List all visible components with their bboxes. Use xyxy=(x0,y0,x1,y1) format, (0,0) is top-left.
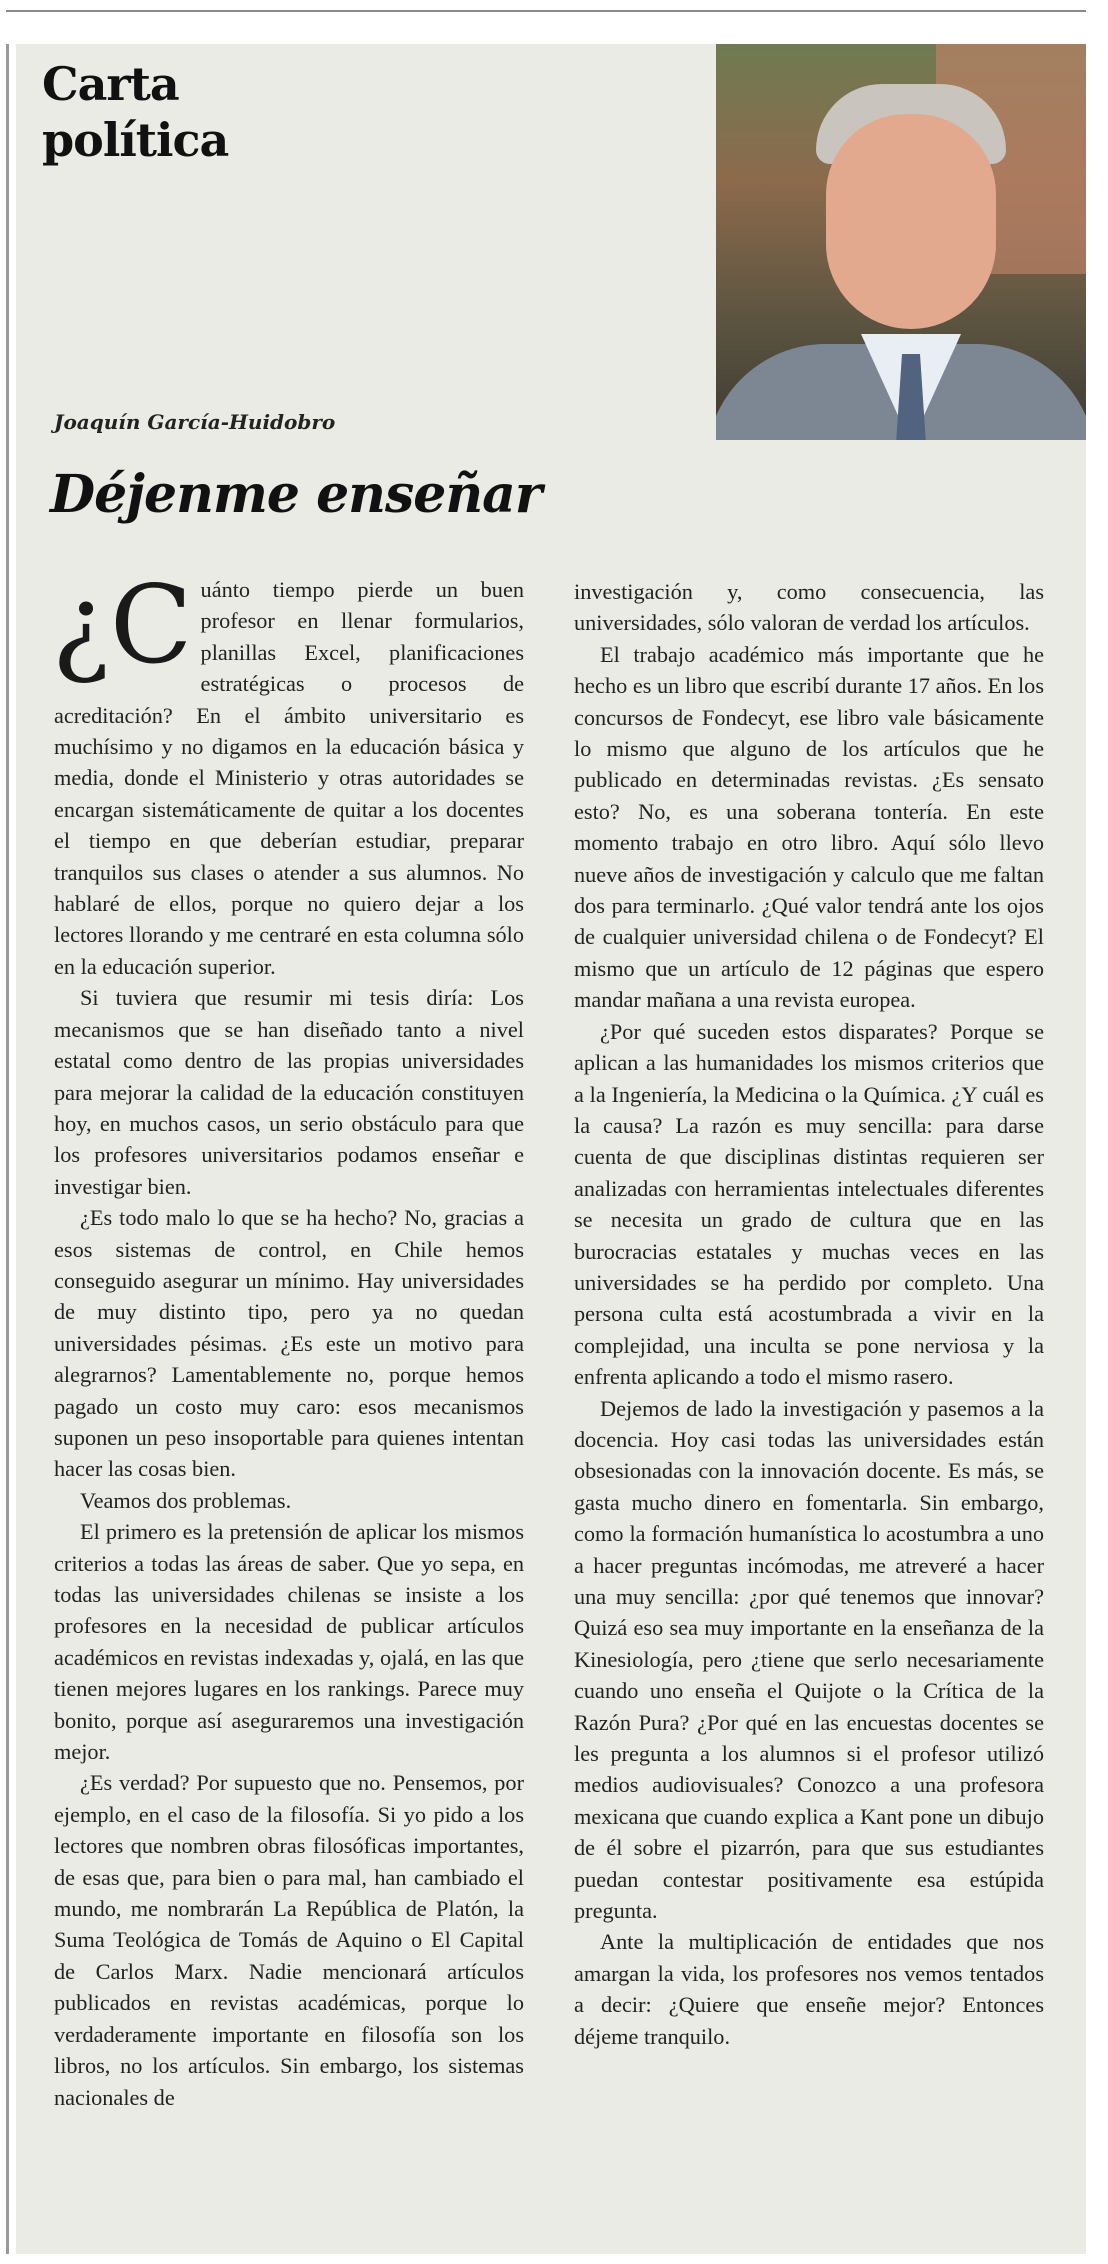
author-byline: Joaquín García-Huidobro xyxy=(54,410,336,434)
article-column-left xyxy=(52,563,524,2113)
author-photo xyxy=(716,44,1086,440)
left-rule xyxy=(6,44,9,2254)
paragraph: Si tuviera que resumir mi tesis diría: Los mecanismos que se han diseñado tanto a nivel estatal como dentro de las propias universidades para mejorar la calidad de la educación constituyen hoy, en muchos casos, un serio obstáculo para que los profesores universitarios podamos enseñar e investigar bien. xyxy=(54,985,524,1199)
section-title-line2: política xyxy=(42,113,229,167)
top-rule xyxy=(6,10,1086,12)
paragraph: Dejemos de lado la investigación y pasemos a la docencia. Hoy casi todas las universidades están obsesionadas con la innovación docente. Es más, se gasta mucho dinero en fomentarla. Sin embargo, como la formación humanística lo acostumbra a uno a hacer preguntas incómodas, me atreveré a hacer una muy sencilla: ¿por qué tenemos que innovar? Quizá eso sea muy importante en la enseñanza de la Kinesiología, pero ¿tiene que serlo necesariamente cuando uno enseña el Quijote o la Crítica de la Razón Pura? ¿Por qué en las encuestas docentes se les pregunta a los alumnos si el profesor utilizó medios audiovisuales? Conozco a una profesora mexicana que cuando explica a Kant pone un dibujo de él sobre el pizarrón, para que sus estudiantes puedan contestar positivamente esa estúpida pregunta. xyxy=(574,1395,1044,1924)
section-title xyxy=(42,56,228,168)
paragraph: Ante la multiplicación de entidades que nos amargan la vida, los profesores nos vemos tentados a decir: ¿Quiere que enseñe mejor? Entonces déjeme tranquilo. xyxy=(574,1929,1044,2049)
paragraph: El primero es la pretensión de aplicar los mismos criterios a todas las áreas de saber. Que yo sepa, en todas las universidades chilenas se insiste a los profesores en la necesidad de publicar artículos académicos en revistas indexadas y, ojalá, en las que tienen mejores lugares en los rankings. Parece muy bonito, porque así aseguraremos una investigación mejor. xyxy=(54,1519,524,1765)
drop-cap: ¿C xyxy=(52,563,193,688)
article-column-right xyxy=(574,576,1044,2052)
paragraph: Veamos dos problemas. xyxy=(80,1487,292,1513)
paragraph: ¿Por qué suceden estos disparates? Porque se aplican a las humanidades los mismos criterios que a la Ingeniería, la Medicina o la Química. ¿Y cuál es la causa? La razón es muy sencilla: para darse cuenta de que disciplinas distintas requieren ser analizadas con herramientas intelectuales diferentes se necesita un grado de cultura que en las burocracias estatales y muchas veces en las universidades se ha perdido por completo. Una persona culta está acostumbrada a vivir en la complejidad, una inculta se pone nerviosa y la enfrenta aplicando a todo el mismo rasero. xyxy=(574,1018,1044,1390)
paragraph: ¿Es todo malo lo que se ha hecho? No, gracias a esos sistemas de control, en Chile hemos conseguido asegurar un mínimo. Hay universidades de muy distinto tipo, pero ya no quedan universidades pésimas. ¿Es este un motivo para alegrarnos? Lamentablemente no, porque hemos pagado un costo muy caro: esos mecanismos suponen un peso insoportable para quienes intentan hacer las cosas bien. xyxy=(54,1205,524,1482)
paragraph: El trabajo académico más importante que he hecho es un libro que escribí durante 17 años. En los concursos de Fondecyt, ese libro vale básicamente lo mismo que alguno de los artículos que he publicado en determinadas revistas. ¿Es sensato esto? No, es una soberana tontería. En este momento trabajo en otro libro. Aquí sólo llevo nueve años de investigación y calculo que me faltan dos para terminarlo. ¿Qué valor tendrá ante los ojos de cualquier universidad chilena o de Fondecyt? El mismo que un artículo de 12 páginas que espero mandar mañana a una revista europea. xyxy=(574,641,1044,1013)
column-page xyxy=(16,44,1086,2254)
section-title-line1: Carta xyxy=(42,57,179,111)
headline: Déjenme enseñar xyxy=(50,464,542,525)
paragraph: ¿Es verdad? Por supuesto que no. Pensemos, por ejemplo, en el caso de la filosofía. Si yo pido a los lectores que nombren obras filosóficas importantes, de esas que, para bien o para mal, han cambiado el mundo, me nombrarán La República de Platón, la Suma Teológica de Tomás de Aquino o El Capital de Carlos Marx. Nadie mencionará artículos publicados en revistas académicas, porque lo verdaderamente importante en filosofía son los libros, no los artículos. Sin embargo, los sistemas nacionales de xyxy=(54,1770,524,2110)
photo-face xyxy=(826,114,996,329)
paragraph: ¿C uánto tiempo pierde un buen profesor en llenar formularios, planillas Excel, planificaciones estratégicas o procesos de acreditación? En el ámbito universitario es muchísimo y no digamos en la educación básica y media, donde el Ministerio y otras autoridades se encargan sistemáticamente de quitar a los docentes el tiempo en que deberían estudiar, preparar tranquilos sus clases o atender a sus alumnos. No hablaré de ellos, porque no quiero dejar a los lectores llorando y me centraré en esta columna sólo en la educación superior. xyxy=(52,563,524,979)
paragraph: investigación y, como consecuencia, las universidades, sólo valoran de verdad los artículos. xyxy=(574,579,1044,636)
